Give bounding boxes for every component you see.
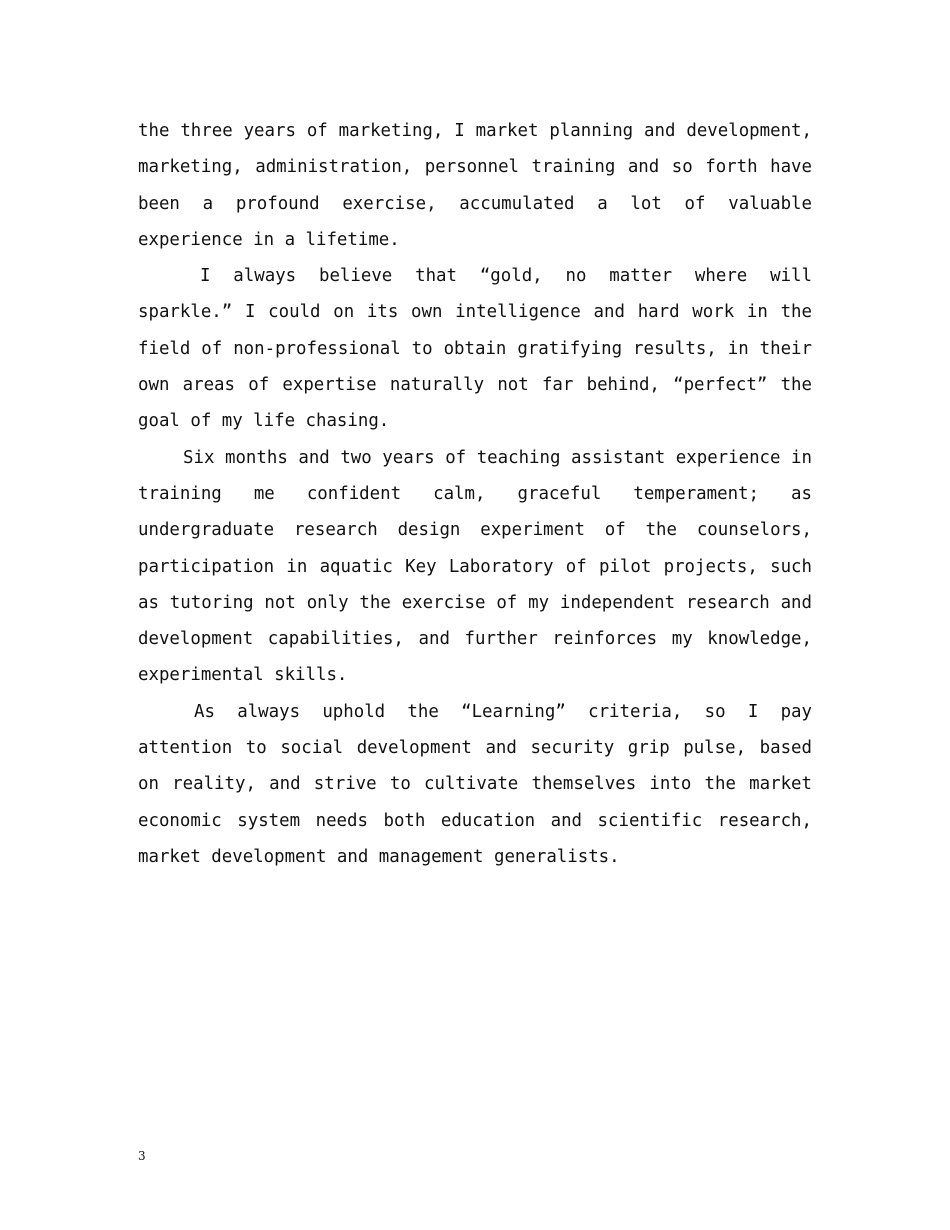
page-number: 3	[138, 1149, 146, 1163]
paragraph-learning-criteria: As always uphold the “Learning” criteria, so I pay attention to social development and security grip pulse, based on reality, and strive to cultivate themselves into the market economic system needs both education and scientific research, market development and management generalists.	[138, 701, 812, 867]
paragraph-marketing-experience: the three years of marketing, I market planning and development, marketing, administration, personnel training and so forth have been a profound exercise, accumulated a lot of valuable experience in a lifetime.	[138, 121, 812, 250]
paragraph-gold-belief: I always believe that “gold, no matter where will sparkle.” I could on its own intelligence and hard work in the field of non-professional to obtain gratifying results, in their own areas of expertise naturally not far behind, “perfect” the goal of my life chasing.	[138, 266, 812, 432]
paragraph-teaching-assistant: Six months and two years of teaching assistant experience in training me confident calm, graceful temperament; as undergraduate research design experiment of the counselors, participation in aquatic Key Laboratory of pilot projects, such as tutoring not only the exercise of my independent research and development capabilities, and further reinforces my knowledge, experimental skills.	[138, 447, 812, 686]
document-body	[138, 113, 812, 875]
